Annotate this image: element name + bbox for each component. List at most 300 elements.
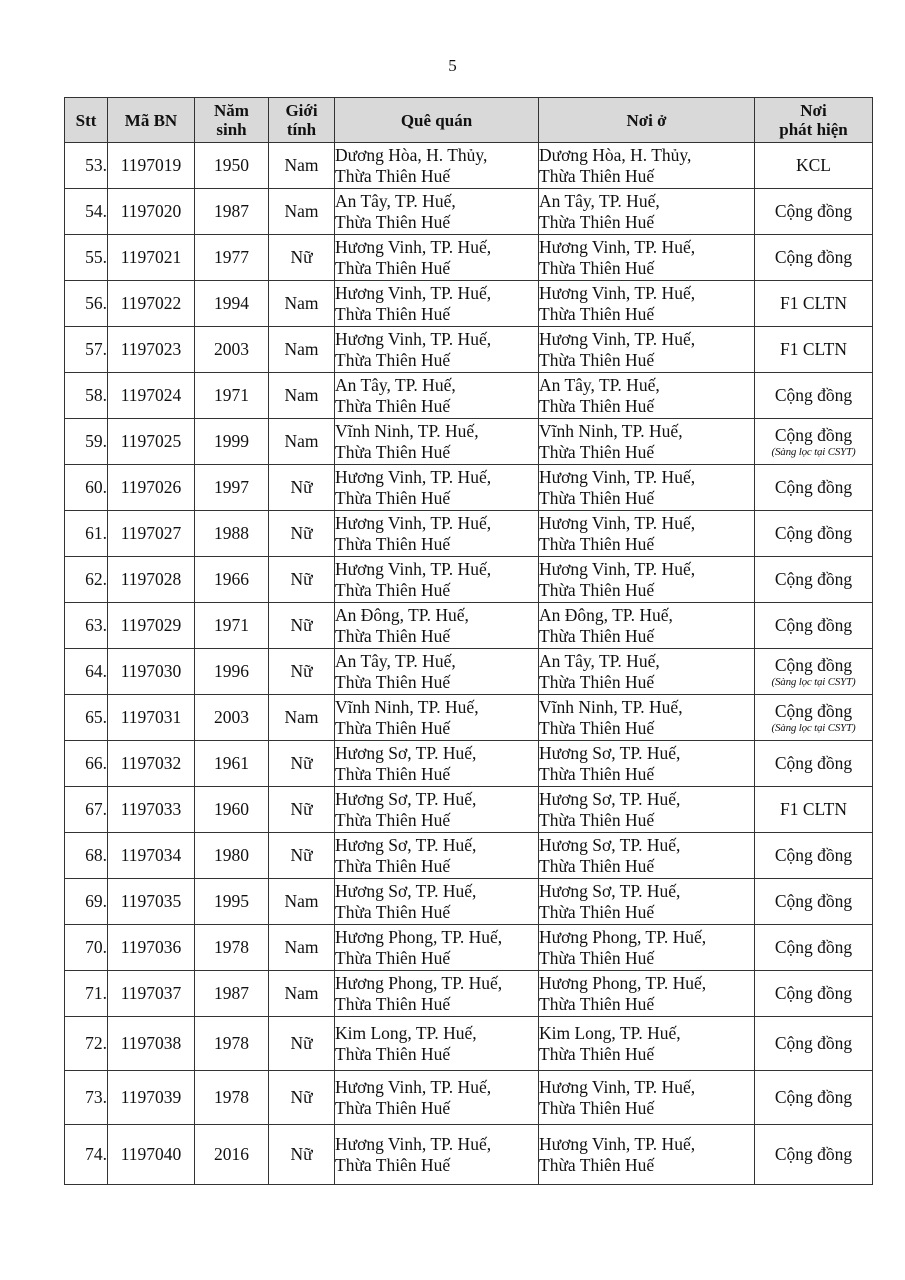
phat-hien-value: Cộng đồng: [774, 1087, 853, 1107]
noi-o-line1: Vĩnh Ninh, TP. Huế,: [539, 420, 683, 441]
cell-gioi-tinh: Nữ: [269, 465, 335, 511]
phat-hien-value: F1 CLTN: [780, 799, 847, 819]
cell-stt: 68.: [65, 833, 108, 879]
cell-stt: 55.: [65, 235, 108, 281]
noi-o-line1: Hương Vinh, TP. Huế,: [539, 512, 696, 533]
que-quan-line2: Thừa Thiên Huế: [335, 441, 451, 462]
cell-que-quan: [335, 1017, 539, 1071]
noi-o-line2: Thừa Thiên Huế: [539, 395, 655, 416]
cell-ma-bn: 1197028: [108, 557, 195, 603]
noi-o-line2: Thừa Thiên Huế: [539, 717, 655, 738]
header-nam-sinh-line2: sinh: [216, 120, 247, 139]
que-quan-line2: Thừa Thiên Huế: [335, 257, 451, 278]
que-quan-line1: Vĩnh Ninh, TP. Huế,: [335, 420, 479, 441]
cell-noi-o: [539, 1017, 755, 1071]
phat-hien-value: Cộng đồng: [774, 655, 853, 675]
header-nam-sinh-line1: Năm: [214, 101, 249, 120]
cell-noi-phat-hien: [755, 741, 873, 787]
que-quan-line1: Hương Vinh, TP. Huế,: [335, 466, 492, 487]
cell-nam-sinh: 1978: [195, 1071, 269, 1125]
cell-noi-o: [539, 143, 755, 189]
que-quan-line2: Thừa Thiên Huế: [335, 1097, 451, 1118]
cell-noi-o: [539, 235, 755, 281]
table-row: [65, 281, 873, 327]
noi-o-line1: An Tây, TP. Huế,: [539, 190, 660, 211]
phat-hien-value: Cộng đồng: [774, 845, 853, 865]
table-row: [65, 557, 873, 603]
cell-noi-o: [539, 511, 755, 557]
noi-o-line1: Hương Vinh, TP. Huế,: [539, 466, 696, 487]
cell-noi-phat-hien: [755, 373, 873, 419]
que-quan-line1: Hương Sơ, TP. Huế,: [335, 834, 477, 855]
header-row: [65, 98, 873, 143]
que-quan-line1: Hương Phong, TP. Huế,: [335, 926, 503, 947]
noi-o-line2: Thừa Thiên Huế: [539, 211, 655, 232]
cell-nam-sinh: 1966: [195, 557, 269, 603]
cell-que-quan: [335, 189, 539, 235]
cell-nam-sinh: 1960: [195, 787, 269, 833]
que-quan-line2: Thừa Thiên Huế: [335, 211, 451, 232]
noi-o-line1: Hương Sơ, TP. Huế,: [539, 880, 681, 901]
cell-noi-phat-hien: [755, 281, 873, 327]
noi-o-line1: Hương Sơ, TP. Huế,: [539, 788, 681, 809]
que-quan-line1: Hương Vinh, TP. Huế,: [335, 558, 492, 579]
cell-noi-o: [539, 373, 755, 419]
que-quan-line1: Hương Sơ, TP. Huế,: [335, 788, 477, 809]
table-row: [65, 787, 873, 833]
cell-ma-bn: 1197033: [108, 787, 195, 833]
noi-o-line2: Thừa Thiên Huế: [539, 579, 655, 600]
noi-o-line1: An Tây, TP. Huế,: [539, 650, 660, 671]
phat-hien-value: F1 CLTN: [780, 339, 847, 359]
cell-gioi-tinh: Nữ: [269, 1125, 335, 1185]
table-row: [65, 143, 873, 189]
que-quan-line1: Hương Vinh, TP. Huế,: [335, 328, 492, 349]
cell-ma-bn: 1197019: [108, 143, 195, 189]
cell-que-quan: [335, 695, 539, 741]
cell-stt: 60.: [65, 465, 108, 511]
que-quan-line2: Thừa Thiên Huế: [335, 533, 451, 554]
noi-o-line2: Thừa Thiên Huế: [539, 901, 655, 922]
cell-nam-sinh: 1994: [195, 281, 269, 327]
cell-ma-bn: 1197025: [108, 419, 195, 465]
cell-noi-o: [539, 741, 755, 787]
cell-ma-bn: 1197034: [108, 833, 195, 879]
cell-noi-phat-hien: [755, 649, 873, 695]
header-noi-o: Nơi ở: [539, 98, 755, 143]
que-quan-line1: Hương Sơ, TP. Huế,: [335, 742, 477, 763]
phat-hien-value: KCL: [796, 155, 831, 175]
noi-o-line2: Thừa Thiên Huế: [539, 671, 655, 692]
cell-noi-o: [539, 787, 755, 833]
cell-nam-sinh: 1997: [195, 465, 269, 511]
cell-stt: 56.: [65, 281, 108, 327]
cell-stt: 69.: [65, 879, 108, 925]
cell-noi-o: [539, 649, 755, 695]
cell-noi-phat-hien: [755, 879, 873, 925]
cell-ma-bn: 1197037: [108, 971, 195, 1017]
phat-hien-value: Cộng đồng: [774, 891, 853, 911]
noi-o-line1: Vĩnh Ninh, TP. Huế,: [539, 696, 683, 717]
cell-gioi-tinh: Nữ: [269, 787, 335, 833]
cell-gioi-tinh: Nam: [269, 373, 335, 419]
cell-stt: 61.: [65, 511, 108, 557]
cell-nam-sinh: 2003: [195, 695, 269, 741]
table-row: [65, 465, 873, 511]
cell-que-quan: [335, 143, 539, 189]
phat-hien-value: Cộng đồng: [774, 247, 853, 267]
cell-ma-bn: 1197027: [108, 511, 195, 557]
noi-o-line1: An Đông, TP. Huế,: [539, 604, 673, 625]
cell-noi-o: [539, 419, 755, 465]
cell-nam-sinh: 1971: [195, 373, 269, 419]
cell-gioi-tinh: Nam: [269, 971, 335, 1017]
noi-o-line2: Thừa Thiên Huế: [539, 165, 655, 186]
cell-noi-phat-hien: [755, 1017, 873, 1071]
que-quan-line2: Thừa Thiên Huế: [335, 303, 451, 324]
phat-hien-value: Cộng đồng: [774, 569, 853, 589]
noi-o-line1: Hương Vinh, TP. Huế,: [539, 236, 696, 257]
phat-hien-value: Cộng đồng: [774, 701, 853, 721]
cell-noi-o: [539, 327, 755, 373]
phat-hien-value: Cộng đồng: [774, 201, 853, 221]
que-quan-line2: Thừa Thiên Huế: [335, 717, 451, 738]
cell-que-quan: [335, 465, 539, 511]
cell-nam-sinh: 1950: [195, 143, 269, 189]
cell-gioi-tinh: Nam: [269, 695, 335, 741]
cell-ma-bn: 1197024: [108, 373, 195, 419]
que-quan-line2: Thừa Thiên Huế: [335, 993, 451, 1014]
cell-stt: 73.: [65, 1071, 108, 1125]
cell-stt: 71.: [65, 971, 108, 1017]
noi-o-line2: Thừa Thiên Huế: [539, 349, 655, 370]
cell-ma-bn: 1197031: [108, 695, 195, 741]
phat-hien-value: Cộng đồng: [774, 937, 853, 957]
que-quan-line2: Thừa Thiên Huế: [335, 901, 451, 922]
cell-que-quan: [335, 833, 539, 879]
header-gioi-tinh: [269, 98, 335, 143]
que-quan-line1: Hương Vinh, TP. Huế,: [335, 512, 492, 533]
cell-ma-bn: 1197020: [108, 189, 195, 235]
cell-noi-phat-hien: [755, 557, 873, 603]
cell-nam-sinh: 2003: [195, 327, 269, 373]
table-row: [65, 373, 873, 419]
cell-gioi-tinh: Nữ: [269, 557, 335, 603]
cell-stt: 67.: [65, 787, 108, 833]
cell-noi-phat-hien: [755, 925, 873, 971]
que-quan-line2: Thừa Thiên Huế: [335, 349, 451, 370]
table-row: [65, 879, 873, 925]
cell-stt: 54.: [65, 189, 108, 235]
cell-gioi-tinh: Nữ: [269, 603, 335, 649]
cell-noi-o: [539, 971, 755, 1017]
que-quan-line2: Thừa Thiên Huế: [335, 165, 451, 186]
phat-hien-value: Cộng đồng: [774, 425, 853, 445]
phat-hien-note: (Sàng lọc tại CSYT): [771, 676, 856, 688]
cell-stt: 53.: [65, 143, 108, 189]
cell-stt: 74.: [65, 1125, 108, 1185]
noi-o-line2: Thừa Thiên Huế: [539, 947, 655, 968]
table-row: [65, 419, 873, 465]
que-quan-line2: Thừa Thiên Huế: [335, 1154, 451, 1175]
noi-o-line2: Thừa Thiên Huế: [539, 303, 655, 324]
phat-hien-value: Cộng đồng: [774, 1033, 853, 1053]
noi-o-line2: Thừa Thiên Huế: [539, 993, 655, 1014]
noi-o-line1: Hương Vinh, TP. Huế,: [539, 328, 696, 349]
que-quan-line2: Thừa Thiên Huế: [335, 395, 451, 416]
cell-noi-o: [539, 879, 755, 925]
cell-stt: 62.: [65, 557, 108, 603]
noi-o-line1: Hương Vinh, TP. Huế,: [539, 1076, 696, 1097]
noi-o-line1: Dương Hòa, H. Thủy,: [539, 144, 692, 165]
cell-que-quan: [335, 281, 539, 327]
cell-noi-o: [539, 925, 755, 971]
cell-que-quan: [335, 925, 539, 971]
cell-noi-phat-hien: [755, 603, 873, 649]
cell-gioi-tinh: Nam: [269, 419, 335, 465]
cell-stt: 65.: [65, 695, 108, 741]
cell-nam-sinh: 1987: [195, 971, 269, 1017]
cell-ma-bn: 1197029: [108, 603, 195, 649]
cell-stt: 70.: [65, 925, 108, 971]
cell-nam-sinh: 1996: [195, 649, 269, 695]
page-number: 5: [448, 56, 457, 75]
cell-stt: 64.: [65, 649, 108, 695]
cell-noi-phat-hien: [755, 235, 873, 281]
cell-noi-phat-hien: [755, 327, 873, 373]
cell-nam-sinh: 1995: [195, 879, 269, 925]
cell-gioi-tinh: Nữ: [269, 833, 335, 879]
table-row: [65, 511, 873, 557]
table-row: [65, 741, 873, 787]
cell-stt: 72.: [65, 1017, 108, 1071]
cell-gioi-tinh: Nữ: [269, 741, 335, 787]
table-row: [65, 971, 873, 1017]
cell-ma-bn: 1197022: [108, 281, 195, 327]
que-quan-line1: Kim Long, TP. Huế,: [335, 1022, 477, 1043]
cell-stt: 63.: [65, 603, 108, 649]
que-quan-line2: Thừa Thiên Huế: [335, 1043, 451, 1064]
header-que-quan: Quê quán: [335, 98, 539, 143]
table-row: [65, 649, 873, 695]
cell-noi-o: [539, 189, 755, 235]
que-quan-line1: An Tây, TP. Huế,: [335, 374, 456, 395]
noi-o-line2: Thừa Thiên Huế: [539, 809, 655, 830]
cell-que-quan: [335, 649, 539, 695]
cell-ma-bn: 1197035: [108, 879, 195, 925]
noi-o-line1: Hương Phong, TP. Huế,: [539, 926, 707, 947]
que-quan-line1: Hương Sơ, TP. Huế,: [335, 880, 477, 901]
cell-nam-sinh: 1987: [195, 189, 269, 235]
cell-stt: 59.: [65, 419, 108, 465]
noi-o-line2: Thừa Thiên Huế: [539, 763, 655, 784]
noi-o-line2: Thừa Thiên Huế: [539, 257, 655, 278]
phat-hien-value: F1 CLTN: [780, 293, 847, 313]
noi-o-line1: Kim Long, TP. Huế,: [539, 1022, 681, 1043]
cell-noi-phat-hien: [755, 695, 873, 741]
que-quan-line1: An Tây, TP. Huế,: [335, 190, 456, 211]
header-gioi-tinh-line2: tính: [286, 120, 317, 139]
cell-ma-bn: 1197036: [108, 925, 195, 971]
que-quan-line2: Thừa Thiên Huế: [335, 947, 451, 968]
cell-gioi-tinh: Nữ: [269, 1017, 335, 1071]
cell-ma-bn: 1197023: [108, 327, 195, 373]
cell-noi-o: [539, 465, 755, 511]
cell-gioi-tinh: Nam: [269, 189, 335, 235]
cell-stt: 57.: [65, 327, 108, 373]
cell-noi-o: [539, 557, 755, 603]
cell-ma-bn: 1197026: [108, 465, 195, 511]
header-noi-phat-hien-line1: Nơi: [800, 101, 827, 120]
noi-o-line1: Hương Vinh, TP. Huế,: [539, 558, 696, 579]
que-quan-line2: Thừa Thiên Huế: [335, 809, 451, 830]
cell-noi-phat-hien: [755, 419, 873, 465]
noi-o-line2: Thừa Thiên Huế: [539, 855, 655, 876]
cell-noi-phat-hien: [755, 833, 873, 879]
cell-nam-sinh: 1988: [195, 511, 269, 557]
que-quan-line1: Hương Vinh, TP. Huế,: [335, 236, 492, 257]
cell-que-quan: [335, 373, 539, 419]
phat-hien-note: (Sàng lọc tại CSYT): [771, 446, 856, 458]
table-row: [65, 235, 873, 281]
cell-gioi-tinh: Nam: [269, 281, 335, 327]
header-nam-sinh: [195, 98, 269, 143]
que-quan-line2: Thừa Thiên Huế: [335, 487, 451, 508]
table-row: [65, 1125, 873, 1185]
noi-o-line2: Thừa Thiên Huế: [539, 1154, 655, 1175]
cell-ma-bn: 1197032: [108, 741, 195, 787]
cell-noi-o: [539, 1071, 755, 1125]
cell-gioi-tinh: Nam: [269, 879, 335, 925]
que-quan-line1: Hương Vinh, TP. Huế,: [335, 1133, 492, 1154]
table-row: [65, 327, 873, 373]
cell-que-quan: [335, 603, 539, 649]
cell-gioi-tinh: Nữ: [269, 511, 335, 557]
cell-noi-o: [539, 603, 755, 649]
cell-que-quan: [335, 557, 539, 603]
phat-hien-value: Cộng đồng: [774, 983, 853, 1003]
cell-noi-phat-hien: [755, 1071, 873, 1125]
cell-noi-phat-hien: [755, 465, 873, 511]
cell-nam-sinh: 1971: [195, 603, 269, 649]
phat-hien-value: Cộng đồng: [774, 1144, 853, 1164]
que-quan-line1: Hương Vinh, TP. Huế,: [335, 1076, 492, 1097]
cell-stt: 58.: [65, 373, 108, 419]
noi-o-line2: Thừa Thiên Huế: [539, 625, 655, 646]
cell-noi-phat-hien: [755, 787, 873, 833]
noi-o-line2: Thừa Thiên Huế: [539, 1097, 655, 1118]
cell-noi-phat-hien: [755, 143, 873, 189]
cell-ma-bn: 1197030: [108, 649, 195, 695]
phat-hien-value: Cộng đồng: [774, 615, 853, 635]
cell-ma-bn: 1197039: [108, 1071, 195, 1125]
que-quan-line1: Vĩnh Ninh, TP. Huế,: [335, 696, 479, 717]
que-quan-line1: An Tây, TP. Huế,: [335, 650, 456, 671]
que-quan-line1: Hương Phong, TP. Huế,: [335, 972, 503, 993]
que-quan-line1: Hương Vinh, TP. Huế,: [335, 282, 492, 303]
cell-gioi-tinh: Nam: [269, 143, 335, 189]
que-quan-line1: An Đông, TP. Huế,: [335, 604, 469, 625]
noi-o-line2: Thừa Thiên Huế: [539, 441, 655, 462]
cell-que-quan: [335, 511, 539, 557]
table-row: [65, 1017, 873, 1071]
cell-que-quan: [335, 741, 539, 787]
noi-o-line1: Hương Phong, TP. Huế,: [539, 972, 707, 993]
table-body: [65, 143, 873, 1185]
noi-o-line2: Thừa Thiên Huế: [539, 533, 655, 554]
cell-que-quan: [335, 787, 539, 833]
cell-nam-sinh: 1961: [195, 741, 269, 787]
cell-ma-bn: 1197038: [108, 1017, 195, 1071]
noi-o-line2: Thừa Thiên Huế: [539, 487, 655, 508]
cell-que-quan: [335, 235, 539, 281]
cell-que-quan: [335, 327, 539, 373]
que-quan-line2: Thừa Thiên Huế: [335, 625, 451, 646]
cell-ma-bn: 1197021: [108, 235, 195, 281]
header-noi-phat-hien: [755, 98, 873, 143]
que-quan-line2: Thừa Thiên Huế: [335, 671, 451, 692]
cell-nam-sinh: 1999: [195, 419, 269, 465]
cell-ma-bn: 1197040: [108, 1125, 195, 1185]
cell-nam-sinh: 2016: [195, 1125, 269, 1185]
cell-gioi-tinh: Nữ: [269, 649, 335, 695]
cell-noi-o: [539, 1125, 755, 1185]
noi-o-line1: Hương Vinh, TP. Huế,: [539, 1133, 696, 1154]
noi-o-line2: Thừa Thiên Huế: [539, 1043, 655, 1064]
table-row: [65, 695, 873, 741]
header-ma-bn: Mã BN: [108, 98, 195, 143]
patient-table: [64, 97, 873, 1185]
cell-noi-phat-hien: [755, 971, 873, 1017]
phat-hien-value: Cộng đồng: [774, 753, 853, 773]
table-row: [65, 1071, 873, 1125]
cell-que-quan: [335, 971, 539, 1017]
cell-que-quan: [335, 1071, 539, 1125]
cell-que-quan: [335, 1125, 539, 1185]
phat-hien-note: (Sàng lọc tại CSYT): [771, 722, 856, 734]
cell-gioi-tinh: Nữ: [269, 235, 335, 281]
header-gioi-tinh-line1: Giới: [285, 101, 318, 120]
cell-stt: 66.: [65, 741, 108, 787]
cell-noi-o: [539, 695, 755, 741]
phat-hien-value: Cộng đồng: [774, 477, 853, 497]
cell-noi-o: [539, 281, 755, 327]
cell-nam-sinh: 1980: [195, 833, 269, 879]
que-quan-line2: Thừa Thiên Huế: [335, 855, 451, 876]
table-row: [65, 189, 873, 235]
noi-o-line1: Hương Sơ, TP. Huế,: [539, 834, 681, 855]
table-row: [65, 603, 873, 649]
phat-hien-value: Cộng đồng: [774, 385, 853, 405]
table-row: [65, 833, 873, 879]
cell-gioi-tinh: Nam: [269, 925, 335, 971]
cell-nam-sinh: 1977: [195, 235, 269, 281]
cell-gioi-tinh: Nữ: [269, 1071, 335, 1125]
cell-nam-sinh: 1978: [195, 925, 269, 971]
header-noi-phat-hien-line2: phát hiện: [779, 120, 848, 139]
cell-noi-phat-hien: [755, 1125, 873, 1185]
noi-o-line1: Hương Vinh, TP. Huế,: [539, 282, 696, 303]
cell-noi-phat-hien: [755, 511, 873, 557]
cell-que-quan: [335, 419, 539, 465]
cell-noi-o: [539, 833, 755, 879]
cell-que-quan: [335, 879, 539, 925]
table-row: [65, 925, 873, 971]
que-quan-line1: Dương Hòa, H. Thủy,: [335, 144, 488, 165]
noi-o-line1: Hương Sơ, TP. Huế,: [539, 742, 681, 763]
table-header: [65, 98, 873, 143]
noi-o-line1: An Tây, TP. Huế,: [539, 374, 660, 395]
